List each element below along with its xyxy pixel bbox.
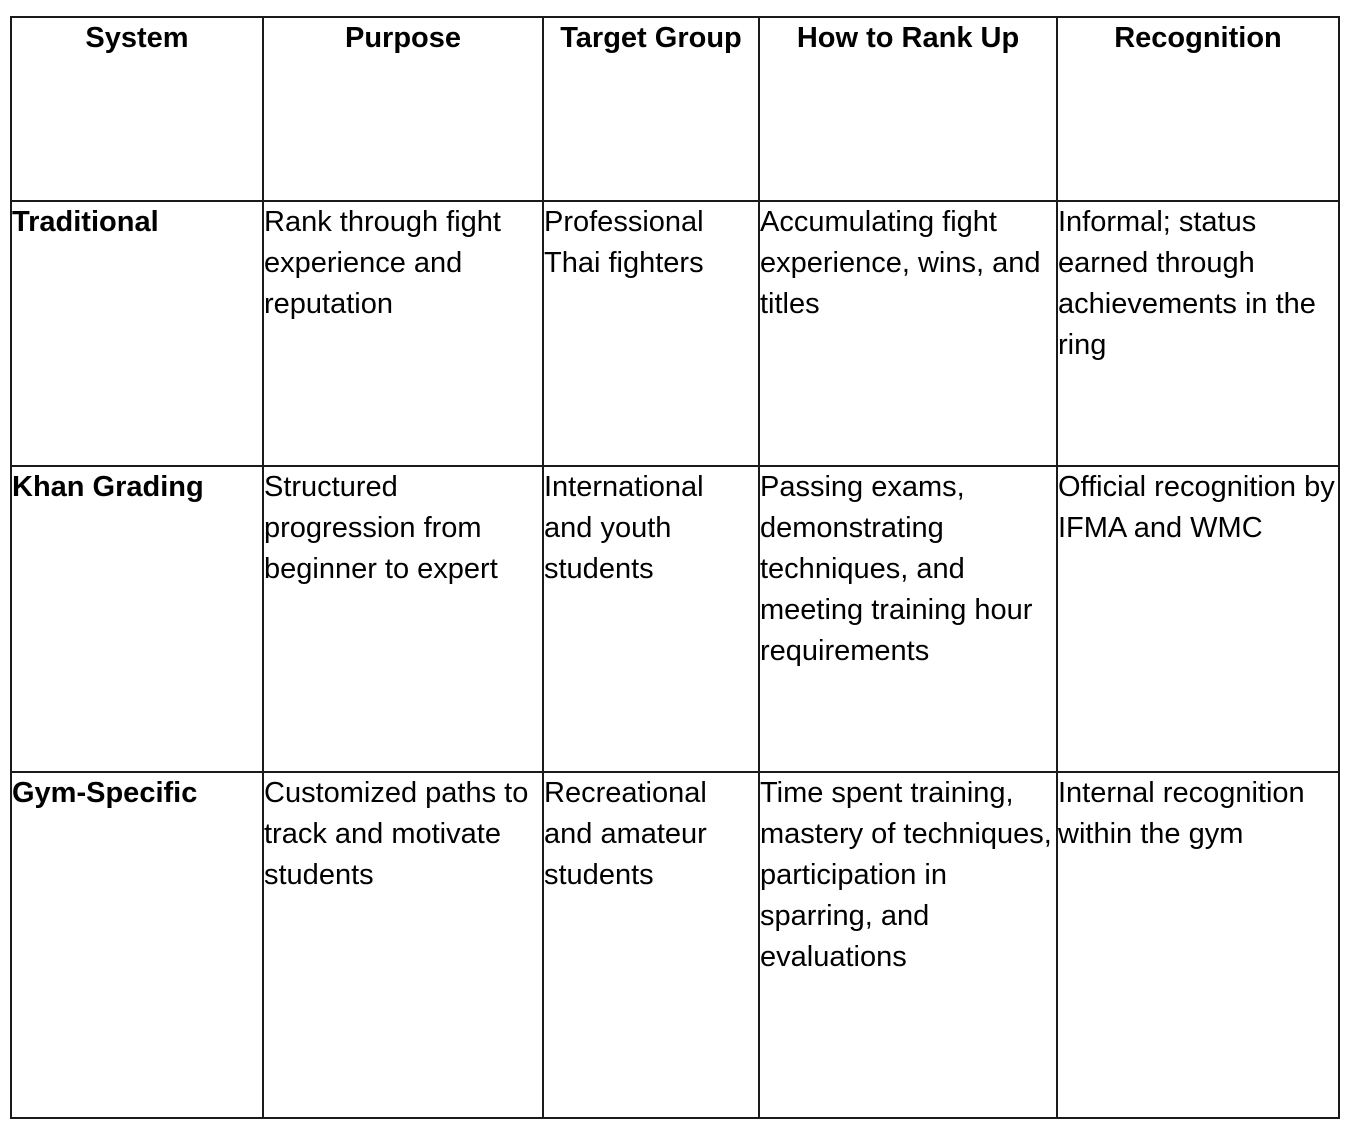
cell-how-to-rank-up: Time spent training, mastery of techniques, participation in sparring, and evaluations [759, 772, 1057, 1118]
cell-how-to-rank-up: Accumulating fight experience, wins, and titles [759, 201, 1057, 466]
ranking-systems-table [10, 16, 1340, 1119]
header-purpose: Purpose [263, 17, 543, 201]
cell-purpose: Rank through fight experience and reputation [263, 201, 543, 466]
cell-target-group: Recreational and amateur students [543, 772, 759, 1118]
cell-purpose: Customized paths to track and motivate students [263, 772, 543, 1118]
header-how-to-rank-up: How to Rank Up [759, 17, 1057, 201]
header-target-group: Target Group [543, 17, 759, 201]
header-system: System [11, 17, 263, 201]
cell-target-group: International and youth students [543, 466, 759, 772]
table-row [11, 201, 1339, 466]
cell-recognition: Official recognition by IFMA and WMC [1057, 466, 1339, 772]
cell-how-to-rank-up: Passing exams, demonstrating techniques, and meeting training hour requirements [759, 466, 1057, 772]
table-row [11, 466, 1339, 772]
cell-system: Khan Grading [11, 466, 263, 772]
cell-purpose: Structured progression from beginner to expert [263, 466, 543, 772]
table-row [11, 772, 1339, 1118]
cell-recognition: Internal recognition within the gym [1057, 772, 1339, 1118]
header-row [11, 17, 1339, 201]
cell-system: Traditional [11, 201, 263, 466]
header-recognition: Recognition [1057, 17, 1339, 201]
cell-system: Gym-Specific [11, 772, 263, 1118]
cell-recognition: Informal; status earned through achievements in the ring [1057, 201, 1339, 466]
cell-target-group: Professional Thai fighters [543, 201, 759, 466]
